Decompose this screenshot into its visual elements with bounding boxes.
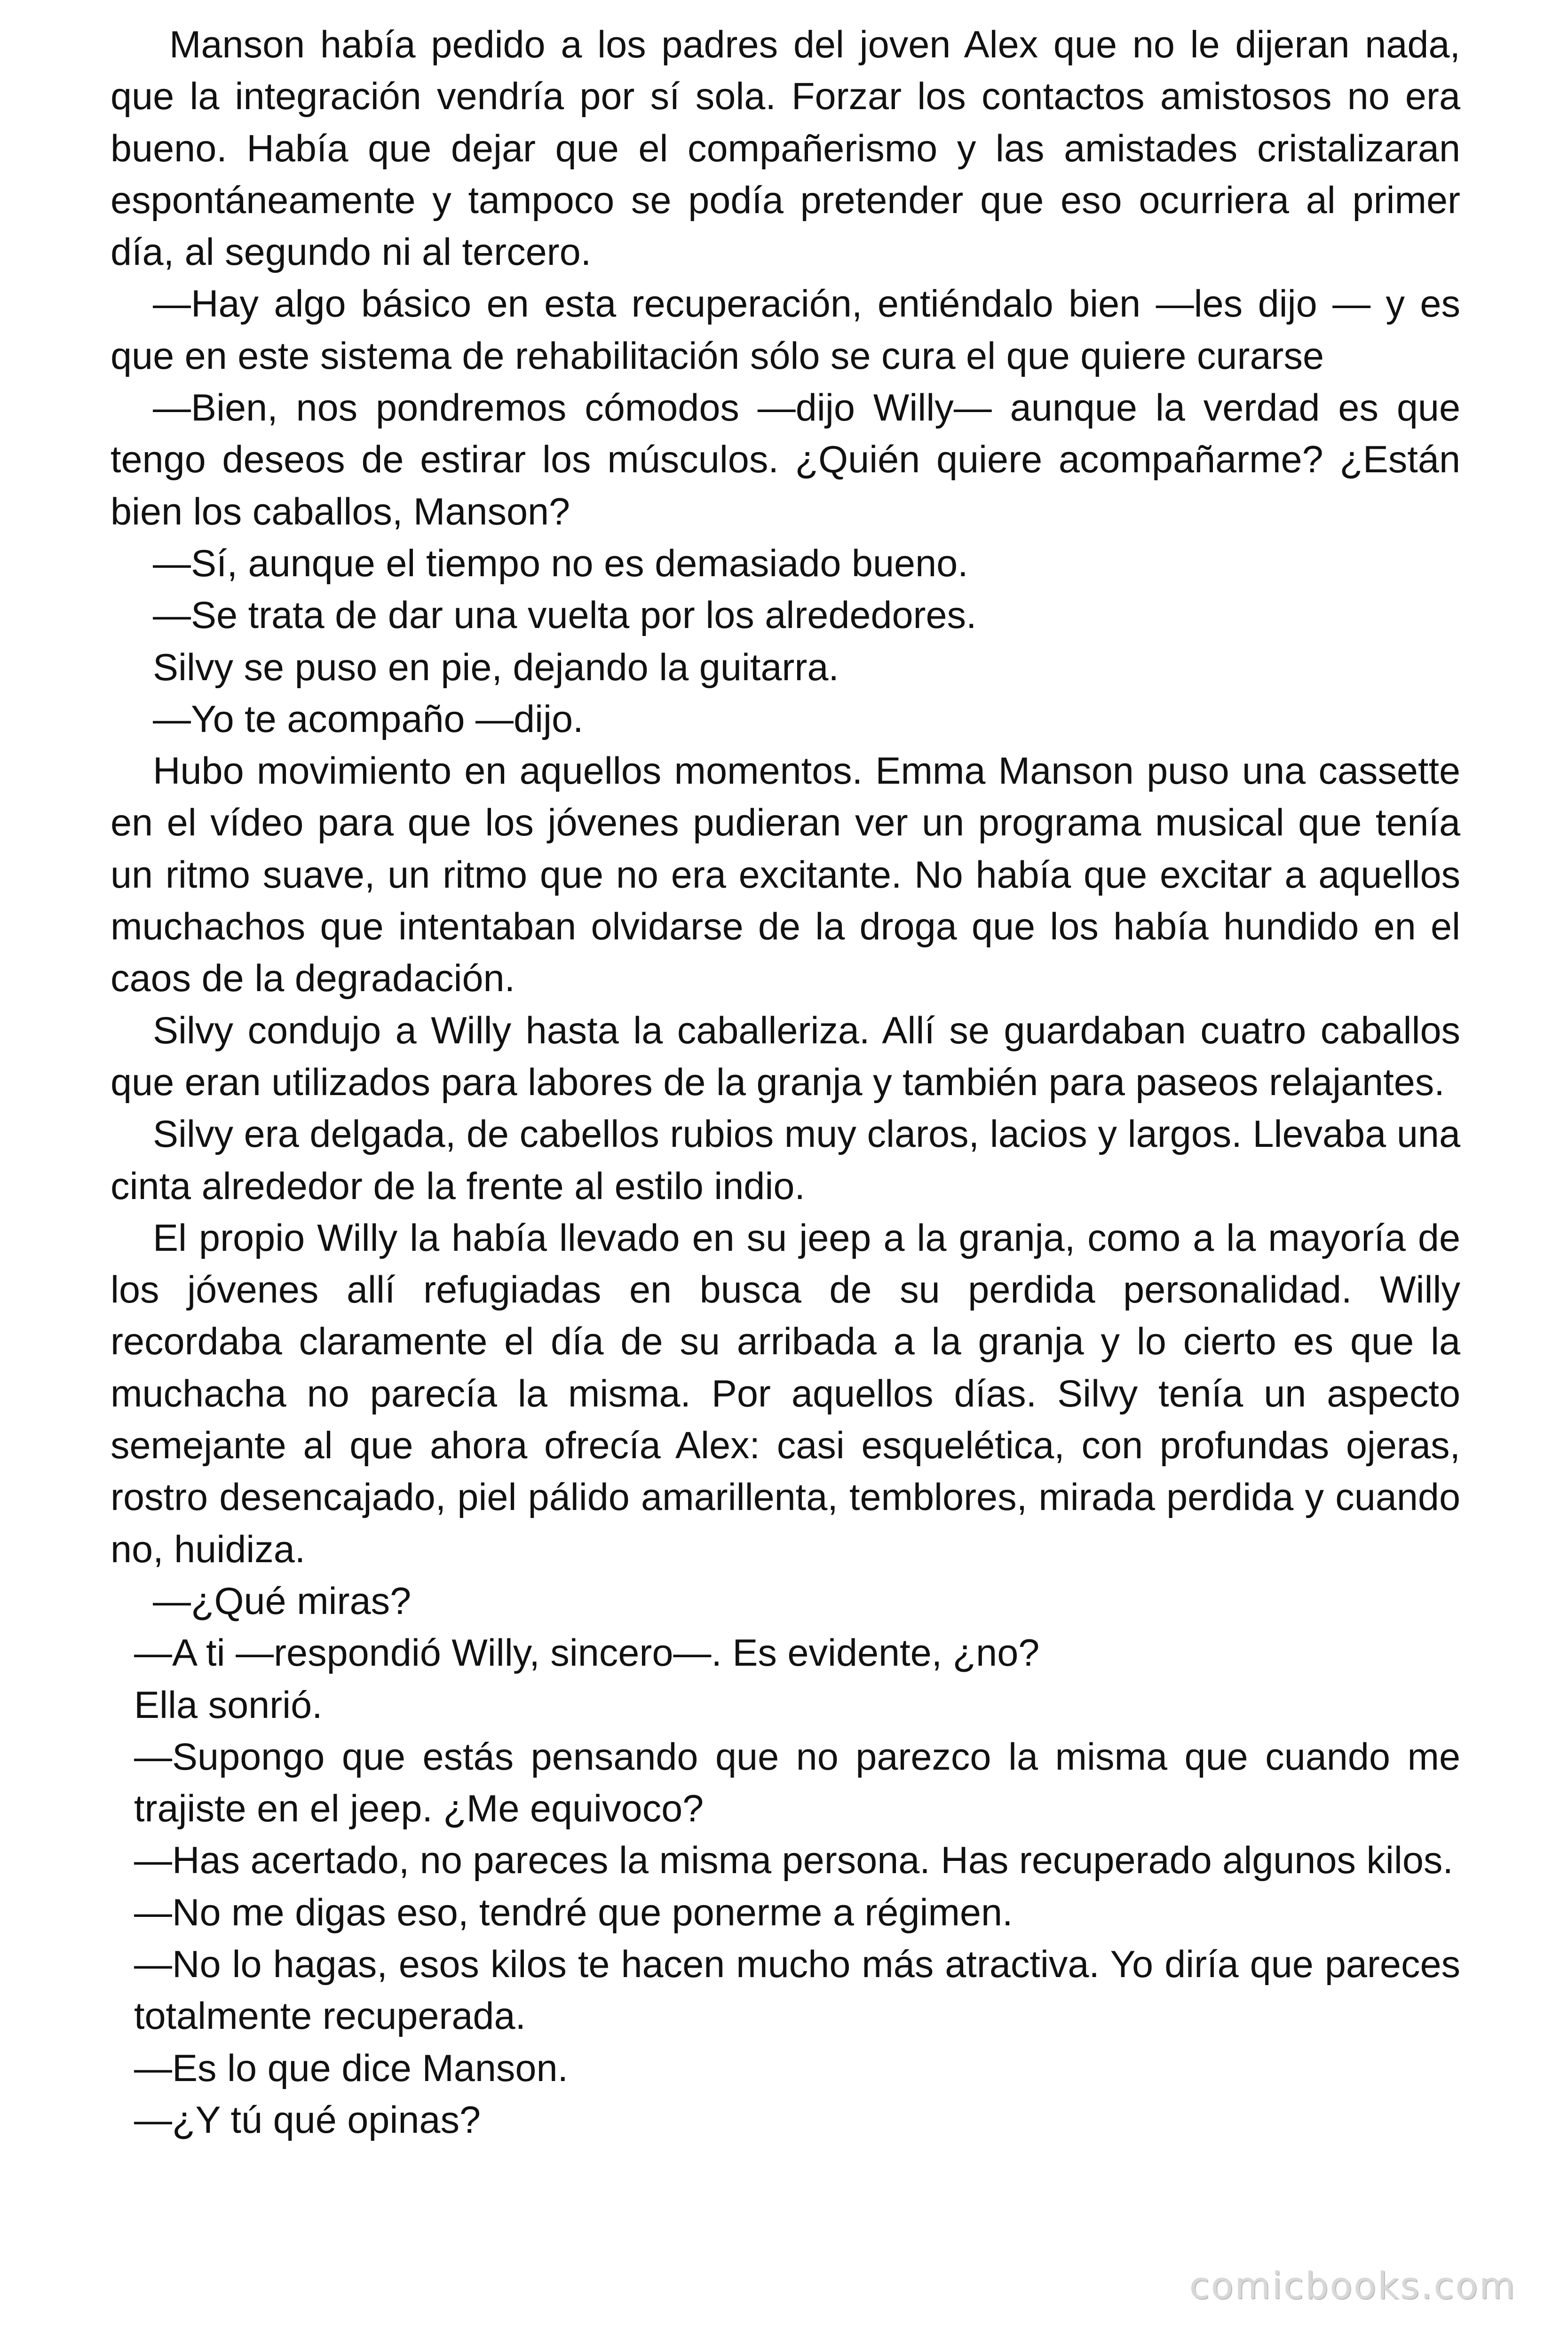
paragraph: —Bien, nos pondremos cómodos —dijo Willy— aunque la verdad es que tengo deseos de estirar los músculos. ¿Quién quiere acompañarme? ¿Están bien los caballos, Manson? xyxy=(111,387,1460,533)
paragraph: Ella sonrió. xyxy=(134,1684,323,1726)
paragraph: —Has acertado, no pareces la misma persona. Has recuperado algunos kilos. xyxy=(134,1839,1453,1882)
paragraph: —A ti —respondió Willy, sincero—. Es evidente, ¿no? xyxy=(134,1632,1040,1675)
paragraph: El propio Willy la había llevado en su jeep a la granja, como a la mayoría de los jóvenes allí refugiadas en busca de su perdida personalidad. Willy recordaba claramente el día de su arribada a la granja y lo cierto es que la muchacha no parecía la misma. Por aquellos días. Silvy tenía un aspecto semejante al que ahora ofrecía Alex: casi esquelética, con profundas ojeras, rostro desencajado, piel pálido amarillenta, temblores, mirada perdida y cuando no, huidiza. xyxy=(111,1216,1460,1571)
paragraph: Hubo movimiento en aquellos momentos. Emma Manson puso una cassette en el vídeo para que los jóvenes pudieran ver un programa musical que tenía un ritmo suave, un ritmo que no era excitante. No había que excitar a aquellos muchachos que intentaban olvidarse de la droga que los había hundido en el caos de la degradación. xyxy=(111,750,1460,1000)
paragraph: —¿Qué miras? xyxy=(153,1580,412,1622)
paragraph: —Se trata de dar una vuelta por los alrededores. xyxy=(153,594,977,637)
paragraph: —Sí, aunque el tiempo no es demasiado bueno. xyxy=(153,542,968,585)
paragraph: —No me digas eso, tendré que ponerme a régimen. xyxy=(134,1891,1013,1934)
paragraph: Silvy era delgada, de cabellos rubios muy claros, lacios y largos. Llevaba una cinta alrededor de la frente al estilo indio. xyxy=(111,1113,1460,1208)
paragraph: Manson había pedido a los padres del joven Alex que no le dijeran nada, que la integración vendría por sí sola. Forzar los contactos amistosos no era bueno. Había que dejar que el compañerismo y las amistades cristalizaran espontáneamente y tampoco se podía pretender que eso ocurriera al primer día, al segundo ni al tercero. xyxy=(111,24,1460,274)
paragraph: —Supongo que estás pensando que no parezco la misma que cuando me trajiste en el jeep. ¿Me equivoco? xyxy=(134,1735,1460,1830)
paragraph: —Yo te acompaño —dijo. xyxy=(153,698,584,740)
watermark: comicbooks.com xyxy=(1189,2265,1516,2307)
paragraph: —¿Y tú qué opinas? xyxy=(134,2098,481,2141)
paragraph: Silvy se puso en pie, dejando la guitarra. xyxy=(153,646,839,689)
paragraph: Silvy condujo a Willy hasta la caballeriza. Allí se guardaban cuatro caballos que eran utilizados para labores de la granja y también para paseos relajantes. xyxy=(111,1009,1460,1104)
paragraph: —Hay algo básico en esta recuperación, entiéndalo bien —les dijo — y es que en este sistema de rehabilitación sólo se cura el que quiere curarse xyxy=(111,283,1460,377)
body-text xyxy=(111,19,1460,2146)
paragraph: —Es lo que dice Manson. xyxy=(134,2047,568,2090)
paragraph: —No lo hagas, esos kilos te hacen mucho más atractiva. Yo diría que pareces totalmente recuperada. xyxy=(134,1943,1460,2038)
